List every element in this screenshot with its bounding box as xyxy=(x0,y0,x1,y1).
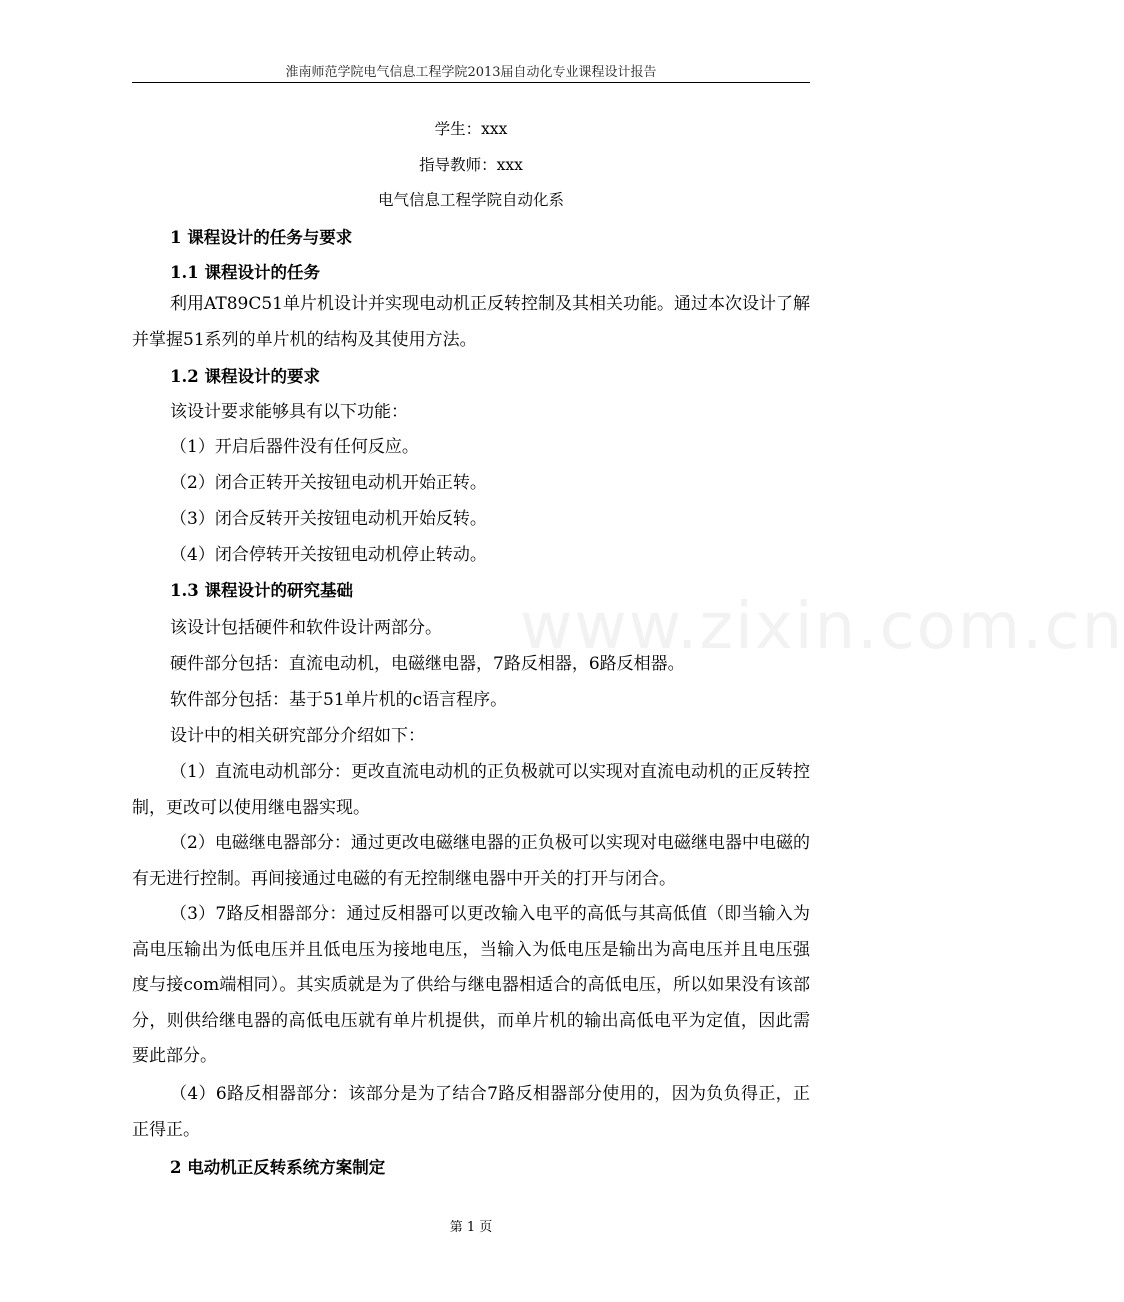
research-paragraph-3: （3）7路反相器部分：通过反相器可以更改输入电平的高低与其高低值（即当输入为高电压输出为低电压并且低电压为接地电压，当输入为低电压是输出为高电压并且电压强度与接com端相同）。其实质就是为了供给与继电器相适合的高低电压，所以如果没有该部分，则供给继电器的高低电压就有单片机提供，而单片机的输出高低电平为定值，因此需要此部分。 xyxy=(132,904,810,1066)
research-paragraph-2: （2）电磁继电器部分：通过更改电磁继电器的正负极可以实现对电磁继电器中电磁的有无进行控制。再间接通过电磁的有无控制继电器中开关的打开与闭合。 xyxy=(132,833,810,889)
requirement-item-2: （2）闭合正转开关按钮电动机开始正转。 xyxy=(170,473,487,493)
advisor-line: 指导教师：xxx xyxy=(419,156,523,174)
research-line-3: 软件部分包括：基于51单片机的c语言程序。 xyxy=(170,690,508,710)
section-1-3-heading: 1.3 课程设计的研究基础 xyxy=(170,581,353,600)
research-line-2: 硬件部分包括：直流电动机，电磁继电器，7路反相器，6路反相器。 xyxy=(170,654,685,674)
requirement-item-3: （3）闭合反转开关按钮电动机开始反转。 xyxy=(170,509,487,529)
section-2-heading: 2 电动机正反转系统方案制定 xyxy=(170,1158,386,1177)
requirements-intro: 该设计要求能够具有以下功能： xyxy=(170,402,408,422)
research-line-1: 该设计包括硬件和软件设计两部分。 xyxy=(170,618,442,638)
student-line: 学生：xxx xyxy=(434,120,508,138)
page-header: 淮南师范学院电气信息工程学院2013届自动化专业课程设计报告 xyxy=(132,64,810,83)
section-1-1-text: 利用AT89C51单片机设计并实现电动机正反转控制及其相关功能。通过本次设计了解并掌握51系列的单片机的结构及其使用方法。 xyxy=(132,294,810,350)
research-paragraph-1: （1）直流电动机部分：更改直流电动机的正负极就可以实现对直流电动机的正反转控制，更改可以使用继电器实现。 xyxy=(132,762,810,818)
page-number: 第 1 页 xyxy=(449,1220,493,1235)
section-1-heading: 1 课程设计的任务与要求 xyxy=(170,228,353,247)
section-1-2-heading: 1.2 课程设计的要求 xyxy=(170,367,320,386)
department-line: 电气信息工程学院自动化系 xyxy=(377,191,564,209)
requirement-item-4: （4）闭合停转开关按钮电动机停止转动。 xyxy=(170,545,487,565)
requirement-item-1: （1）开启后器件没有任何反应。 xyxy=(170,437,419,457)
section-1-1-heading: 1.1 课程设计的任务 xyxy=(170,263,320,282)
research-paragraph-4: （4）6路反相器部分：该部分是为了结合7路反相器部分使用的，因为负负得正，正正得正。 xyxy=(132,1084,810,1140)
watermark: www.zixin.com.cn xyxy=(520,590,1124,664)
research-line-4: 设计中的相关研究部分介绍如下： xyxy=(170,726,425,746)
